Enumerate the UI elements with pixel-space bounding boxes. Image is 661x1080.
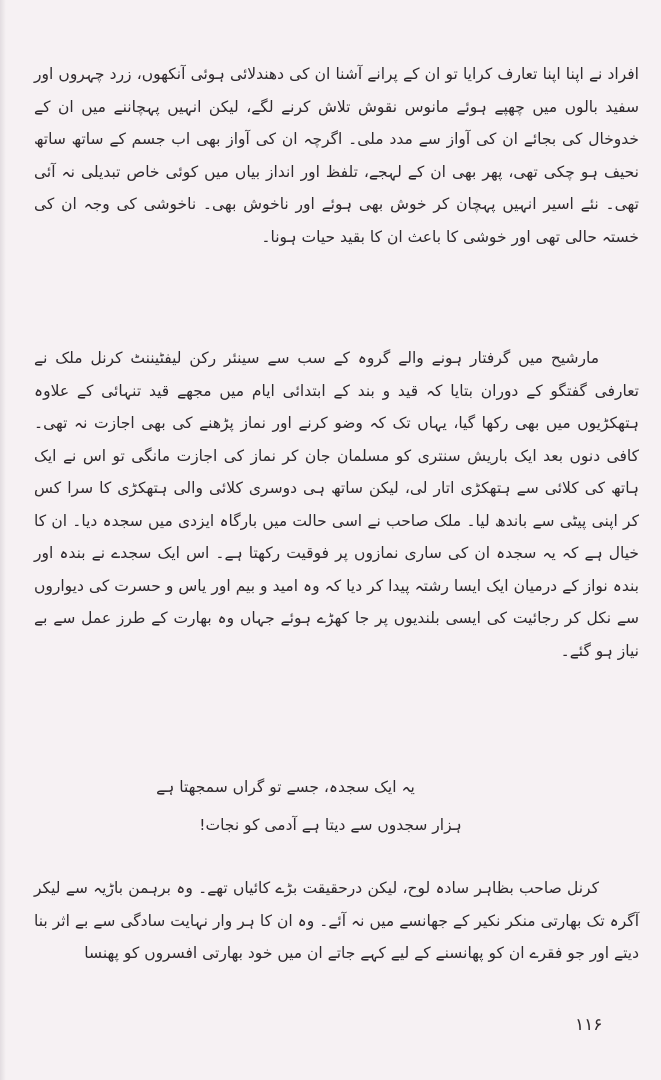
paragraph-2-text: مارشیح میں گرفتار ہونے والے گروہ کے سب سے سینئر رکن لیفٹیننٹ کرنل ملک نے تعارفی گفتگو کے دوران بتایا کہ قید و بند کے ابتدائی ایام میں مجھے قید تنہائی کے علاوہ ہتھکڑیوں میں بھی رکھا گیا، یہاں تک کہ وضو کرنے اور نماز پڑھنے کی بھی اجازت نہ تھی۔ کافی دنوں بعد ایک باریش سنتری کو مسلمان جان کر نماز کی اجازت مانگی تو اس نے ایک ہاتھ کی کلائی سے ہتھکڑی اتار لی، لیکن ساتھ ہی دوسری کلائی والی ہتھکڑی کا سرا کس کر اپنی پیٹی سے باندھ لیا۔ ملک صاحب نے اسی حالت میں بارگاہ ایزدی میں سجدہ دیا۔ ان کا خیال ہے کہ یہ سجدہ ان کی ساری نمازوں پر فوقیت رکھتا ہے۔ اس ایک سجدے نے بندہ اور بندہ نواز کے درمیان ایک ایسا رشتہ پیدا کر دیا کہ وہ امید و بیم اور یاس و حسرت کی دیواروں سے نکل کر رجائیت کی ایسی بلندیوں پر جا کھڑے ہوئے جہاں وہ بھارت کے طرز عمل سے بے نیاز ہو گئے۔ <box>34 349 639 660</box>
poetry-couplet <box>0 768 661 844</box>
paragraph-2 <box>34 342 639 667</box>
paragraph-3-text: کرنل صاحب بظاہر سادہ لوح، لیکن درحقیقت بڑے کائیاں تھے۔ وہ برہمن باڑیہ سے لیکر آگرہ تک بھارتی منکر نکیر کے جھانسے میں نہ آئے۔ وہ ان کا ہر وار نہایت سادگی سے بے اثر بنا دیتے اور جو فقرے ان کو پھانسنے کے لیے کہے جاتے ان میں خود بھارتی افسروں کو پھنسا <box>34 879 639 962</box>
paragraph-3 <box>34 872 639 970</box>
paragraph-1-text: افراد نے اپنا اپنا تعارف کرایا تو ان کے پرانے آشنا ان کی دھندلائی ہوئی آنکھوں، زرد چہروں اور سفید بالوں میں چھپے ہوئے مانوس نقوش تلاش کرنے لگے، لیکن انہیں پہچاننے میں ان کے خدوخال کی بجائے ان کی آواز سے مدد ملی۔ اگرچہ ان کی آواز بھی اب جسم کے ساتھ ساتھ نحیف ہو چکی تھی، پھر بھی ان کے لہجے، تلفظ اور انداز بیاں میں کوئی خاص تبدیلی نہ آئی تھی۔ نئے اسیر انہیں پہچان کر خوش بھی ہوئے اور ناخوش بھی۔ ناخوشی کی وجہ ان کی خستہ حالی تھی اور خوشی کا باعث ان کا بقید حیات ہونا۔ <box>34 65 639 246</box>
page-binding-edge <box>0 0 6 1080</box>
page-number: ۱۱۶ <box>575 1015 603 1035</box>
couplet-line-1: یہ ایک سجدہ، جسے تو گراں سمجھتا ہے <box>156 778 415 796</box>
couplet-line-2: ہزار سجدوں سے دیتا ہے آدمی کو نجات! <box>199 816 462 834</box>
paragraph-1 <box>34 58 639 253</box>
